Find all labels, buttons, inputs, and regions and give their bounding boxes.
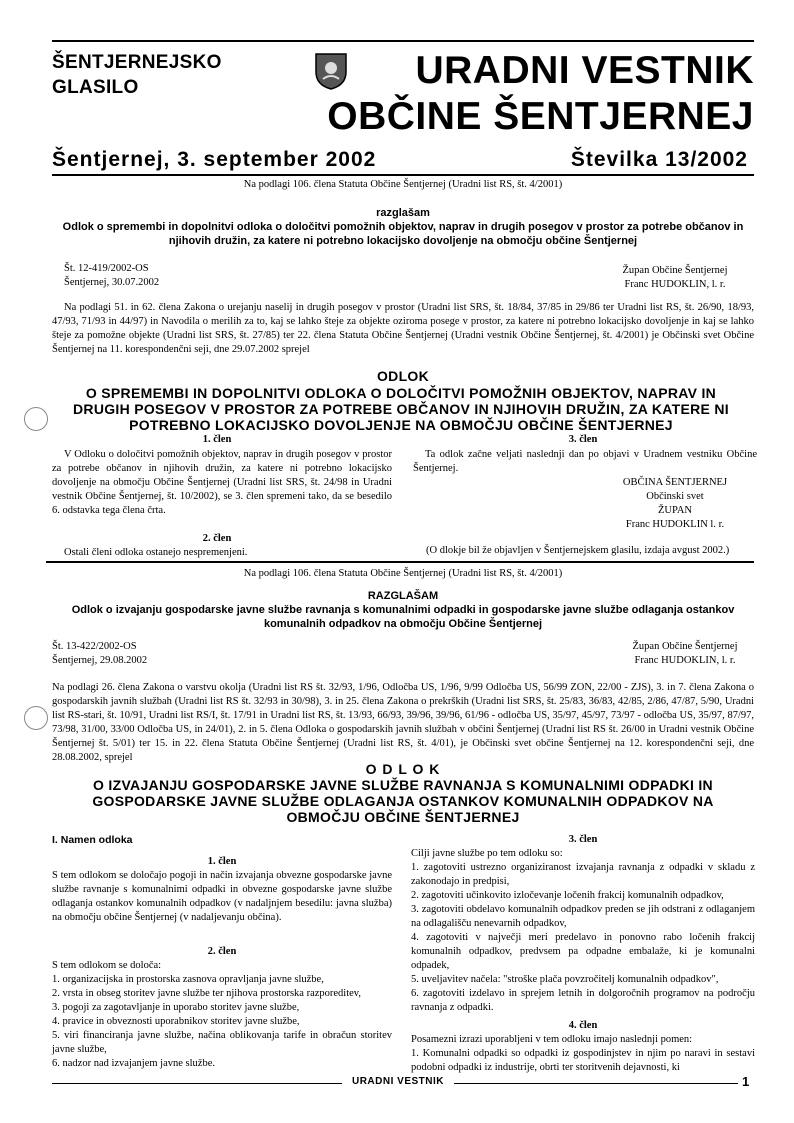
list-item: 1. organizacijska in prostorska zasnova opravljanja javne službe, xyxy=(52,974,324,985)
act1-signer-name: Franc HUDOKLIN, l. r. xyxy=(624,279,726,290)
masthead-title: URADNI VESTNIK xyxy=(415,49,754,92)
act1-c3-text: Ta odlok začne veljati naslednji dan po objavi v Uradnem vestniku Občine Šentjernej. xyxy=(413,449,757,474)
act1-sig2: Občinski svet xyxy=(646,491,704,502)
act1-heading: O SPREMEMBI IN DOPOLNITVI ODLOKA O DOLOČITVI POMOŽNIH OBJEKTOV, NAPRAV IN DRUGIH POSEGOV V PROSTOR ZA POTREBE OBČANOV IN NJIHOVIH DRUŽIN, ZA KATERE NI POTREBNO LOKACIJSKO DOVOLJENJE NA OBMOČJU OBČINE ŠENTJERNEJ xyxy=(73,385,729,433)
act2-intro: Na podlagi 106. člena Statuta Občine Šentjernej (Uradni list RS, št. 4/2001) xyxy=(243,568,563,579)
act2-c1-text: S tem odlokom se določajo pogoji in način izvajanja obvezne gospodarske javne službe ravnanje s komunalnimi odpadki in obvezne gospodarske javne službe odlaganja ostankov komunalnih odpadkov (v nadaljnjem besedilu: javna služba) na območju občine Šentjernej (v nadaljevanju občina). xyxy=(52,870,392,923)
top-rule xyxy=(52,40,754,42)
act2-ref-no: Št. 13-422/2002-OS xyxy=(52,641,137,652)
act2-signer-name: Franc HUDOKLIN, l. r. xyxy=(634,655,736,666)
page-number: 1 xyxy=(742,1074,750,1089)
act1-intro: Na podlagi 106. člena Statuta Občine Šentjernej (Uradni list RS, št. 4/2001) xyxy=(243,179,563,190)
act2-c4-intro: Posamezni izrazi uporabljeni v tem odloku imajo naslednji pomen: xyxy=(411,1034,693,1045)
footer-rule-left xyxy=(52,1083,342,1084)
act1-c3-title: 3. člen xyxy=(568,434,598,445)
act1-sig4: Franc HUDOKLIN l. r. xyxy=(625,519,725,530)
act1-c1-text: V Odloku o določitvi pomožnih objektov, naprav in drugih posegov v prostor za potrebe občanov in njihovih družin, za katere ni potrebno lokacijsko dovoljenje na območju Občine Šentjernej (Uradni list SRS, št. 24/98 in Uradni vestnik Občine Šentjernej, št. 10/2002), se 3. člen spremeni tako, da se besedilo 6. odstavka tega člena črta. xyxy=(52,449,392,516)
act1-proclaim: razglašam xyxy=(376,207,430,219)
act2-c3-intro: Cilji javne službe po tem odloku so: xyxy=(411,848,563,859)
list-item: 4. pravice in obveznosti uporabnikov storitev javne službe, xyxy=(52,1016,300,1027)
act2-c2-title: 2. člen xyxy=(207,946,237,957)
act1-signer-role: Župan Občine Šentjernej xyxy=(622,265,728,276)
masthead-left xyxy=(52,50,222,100)
act2-c1-title: 1. člen xyxy=(207,856,237,867)
list-item: 5. viri financiranja javne službe, načina oblikovanja tarife in obračun storitev javne službe, xyxy=(52,1030,392,1055)
masthead-left-line2: GLASILO xyxy=(52,77,139,98)
act1-proclaim-title: Odlok o spremembi in dopolnitvi odloka o določitvi pomožnih objektov, naprav in drugih posegov v prostor za potrebe občanov in njihovih družin, za katere ni potrebno lokacijsko dovoljenje na območju občine Šentjernej xyxy=(62,221,744,247)
act2-section1: I. Namen odloka xyxy=(52,834,133,846)
act2-c3-title: 3. člen xyxy=(568,834,598,845)
list-item: 6. nadzor nad izvajanjem javne službe. xyxy=(52,1058,215,1069)
act1-note: (O dlokje bil že objavljen v Šentjernejskem glasilu, izdaja avgust 2002.) xyxy=(426,545,730,556)
act1-sig3: ŽUPAN xyxy=(657,505,693,516)
list-item: 6. zagotoviti izdelavo in sprejem letnih in dolgoročnih programov na področju ravnanja z odpadki. xyxy=(411,988,755,1013)
act1-sig1: OBČINA ŠENTJERNEJ xyxy=(622,477,728,488)
binder-hole-icon xyxy=(24,407,48,431)
list-item: 2. zagotoviti učinkovito izločevanje ločenih frakcij komunalnih odpadkov, xyxy=(411,890,724,901)
act2-c4-item1: 1. Komunalni odpadki so odpadki iz gospodinjstev in njim po naravi in sestavi podobni odpadki iz industrije, obrti ter storitvenih dejavnosti, ki xyxy=(411,1048,755,1073)
issue-number: Številka 13/2002 xyxy=(570,148,748,171)
list-item: 3. pogoji za zagotavljanje in uporabo storitev javne službe, xyxy=(52,1002,300,1013)
act2-c3-list xyxy=(411,861,755,1015)
list-item: 3. zagotoviti obdelavo komunalnih odpadkov preden se jih odstrani z odlaganjem na odlagališču nenevarnih odpadkov, xyxy=(411,904,755,929)
act1-c2-text: Ostali členi odloka ostanejo nespremenjeni. xyxy=(64,547,248,558)
section-divider xyxy=(46,561,754,563)
act2-c2-list xyxy=(52,973,392,1071)
list-item: 1. zagotoviti ustrezno organiziranost izvajanja ravnanja z odpadki v skladu z zakonodajo in predpisi, xyxy=(411,862,755,887)
act1-c1-title: 1. člen xyxy=(202,434,232,445)
act1-ref-date: Šentjernej, 30.07.2002 xyxy=(64,277,160,288)
act1-ref-no: Št. 12-419/2002-OS xyxy=(64,263,149,274)
act1-odlok: ODLOK xyxy=(376,368,430,384)
act1-c2-title: 2. člen xyxy=(202,533,232,544)
act2-odlok: O D L O K xyxy=(365,761,441,777)
act2-preamble: Na podlagi 26. člena Zakona o varstvu okolja (Uradni list RS št. 32/93, 1/96, Odločba US, 1/96, 9/99 Odločba US, 56/99 ZON, 22/00 - ZJS), 3. in 7. člena Zakona o gospodarskih javnih službah (Uradni list RS št. 32/93 in 30/98), 3. in 25. člena Zakona o prekrških (Uradni list SRS, št. 25/83, 36/83, 42/85, 2/86, 47/87, 5/90, Uradni list RS-stari, št. 10/91, Uradni list RS/I, št. 17/91 in Uradni list RS, št. 13/93, 66/93, 39/96, 39/96, 61/96 - odločba US, 35/97, 45/97, 73/97 - odločba US, 35/97, 87/97, 73/98, 31/00, 33/00 Odločba US, in 24/01), 2. in 5. člena Odloka o gospodarskih javnih službah v občini Šentjernej (Uradni list RS št. 26/00 in Uradni vestnik Občine Šentjernej št. 5/01) ter 15. in 22. člena Statuta Občine Šentjernej (Uradni list RS, št. 4/01), je Občinski svet občine Šentjernej na 12. korespondenčni seji, dne 28.08.2002, sprejel xyxy=(52,682,754,763)
list-item: 5. uveljavitev načela: "stroške plača povzročitelj komunalnih odpadkov", xyxy=(411,974,719,985)
masthead-right xyxy=(327,48,754,140)
footer-label: URADNI VESTNIK xyxy=(351,1076,444,1087)
binder-hole-icon xyxy=(24,706,48,730)
act2-ref-date: Šentjernej, 29.08.2002 xyxy=(52,655,148,666)
masthead-left-line1: ŠENTJERNEJSKO xyxy=(52,52,222,73)
dateline: Šentjernej, 3. september 2002 xyxy=(52,148,377,171)
footer-rule-right xyxy=(454,1083,738,1084)
list-item: 4. zagotoviti v največji meri predelavo in ponovno rabo ločenih frakcij komunalnih odpadkov, predvsem pa odpadne embalaže, ki je komunalni odpadek, xyxy=(411,932,755,971)
act2-proclaim: RAZGLAŠAM xyxy=(367,590,439,602)
act1-preamble: Na podlagi 51. in 62. člena Zakona o urejanju naselij in drugih posegov v prostor (Uradni list SRS, št. 18/84, 37/85 in 29/86 ter Uradni list RS, št. 26/90, 18/93, 47/93, 71/93 in 44/97) in Navodila o merilih za to, kaj se lahko šteje za objekte oziroma posege v prostor, za katere ni potrebno lokacijsko dovoljenje in kaj se lahko šteje za pomožne objekte (Uradni list SRS, št. 27/85) ter 22. člena Statuta Občine Šentjernej (Uradni vestnik Občine Šentjernej, št. 4/2001) je Občinski svet Občine Šentjernej na 11. korespondenčni seji, dne 29.07.2002 sprejel xyxy=(52,302,754,355)
act2-heading: O IZVAJANJU GOSPODARSKE JAVNE SLUŽBE RAVNANJA S KOMUNALNIMI ODPADKI IN GOSPODARSKE JAVNE SLUŽBE ODLAGANJA OSTANKOV KOMUNALNIH ODPADKOV NA OBMOČJU OBČINE ŠENTJERNEJ xyxy=(92,777,714,825)
act2-c2-intro: S tem odlokom se določa: xyxy=(52,960,162,971)
act2-c4-title: 4. člen xyxy=(568,1020,598,1031)
date-rule xyxy=(52,174,754,176)
masthead-subtitle: OBČINE ŠENTJERNEJ xyxy=(327,95,754,138)
list-item: 2. vrsta in obseg storitev javne službe ter njihova prostorska razporeditev, xyxy=(52,988,361,999)
act2-signer-role: Župan Občine Šentjernej xyxy=(632,641,738,652)
act2-proclaim-title: Odlok o izvajanju gospodarske javne službe ravnanja s komunalnimi odpadki in gospodarske javne službe odlaganja ostankov komunalnih odpadkov na območju Občine Šentjernej xyxy=(71,604,735,630)
